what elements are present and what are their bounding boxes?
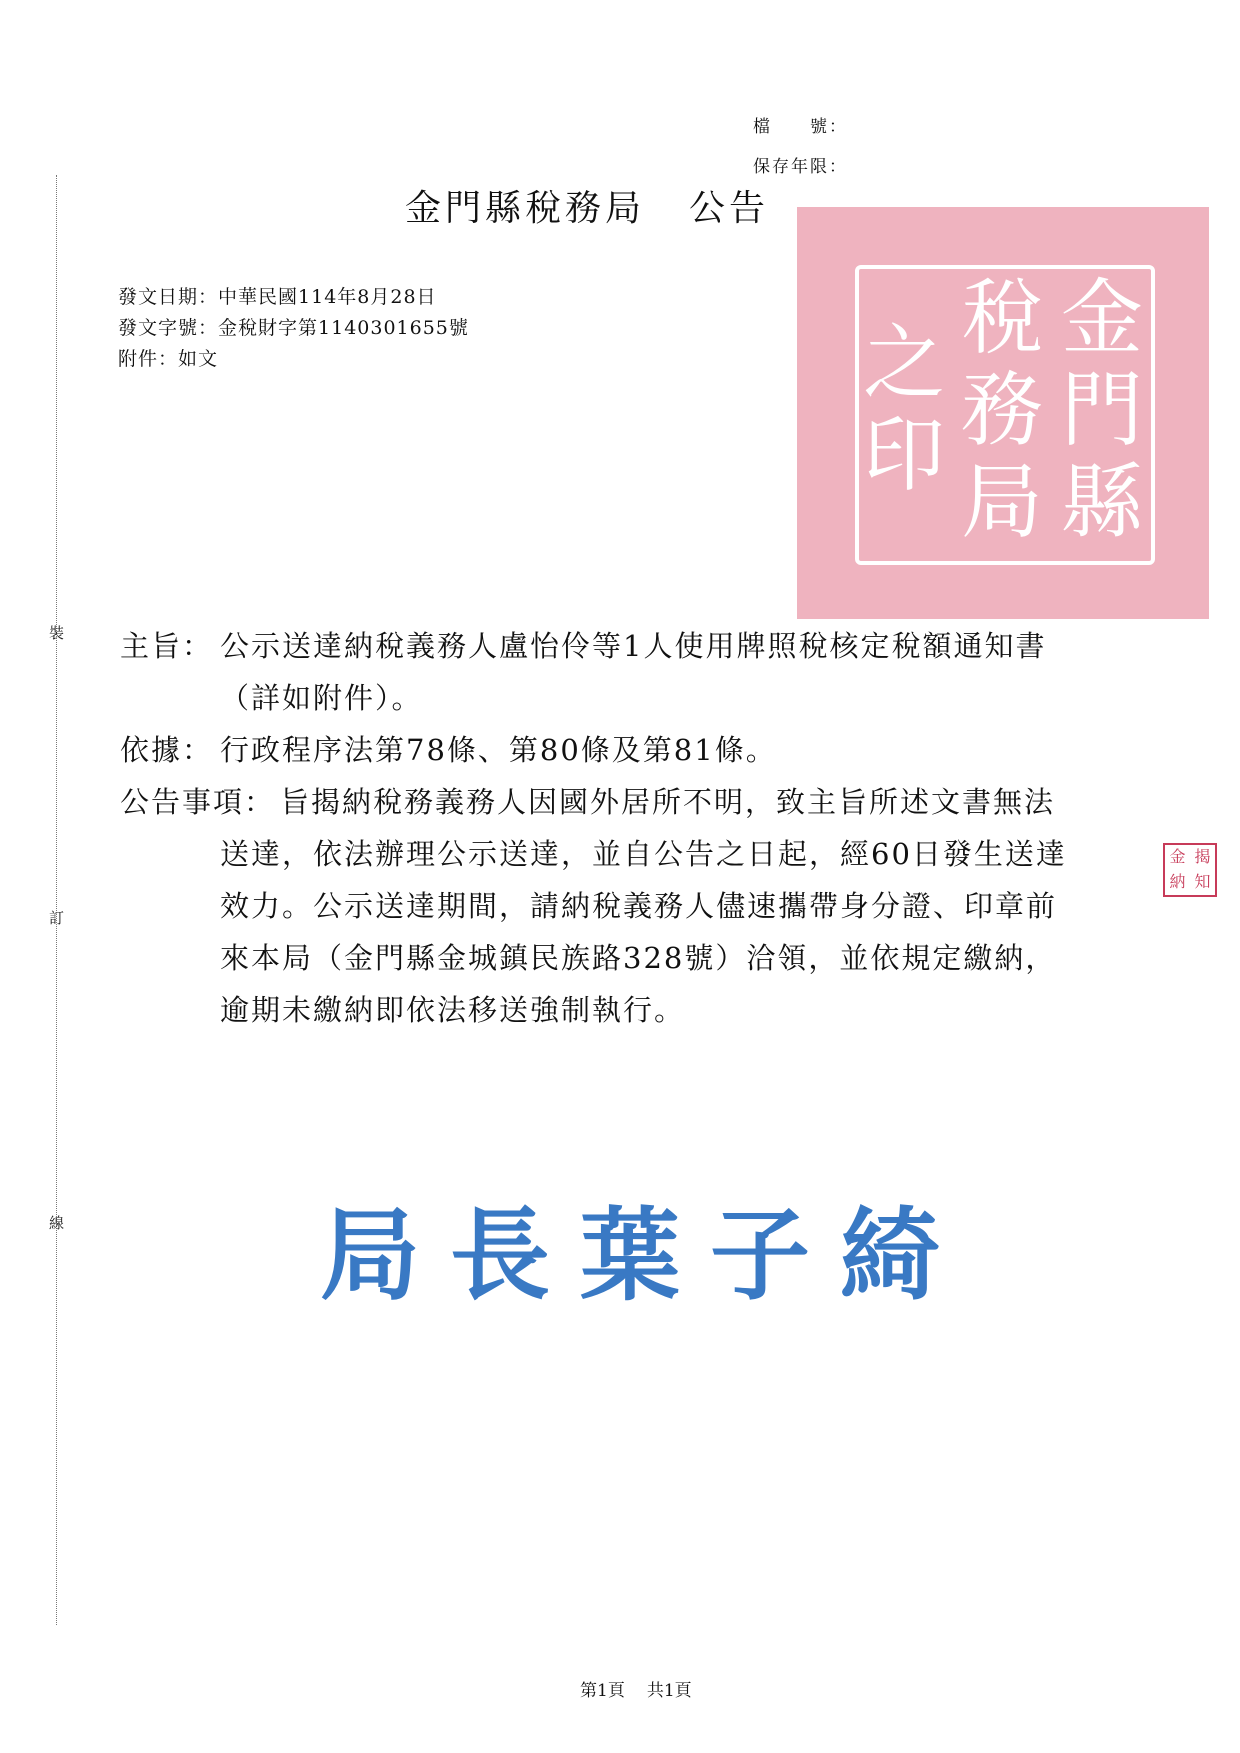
- file-number-label: 檔 號：: [753, 117, 848, 137]
- seal-char: 印: [862, 408, 945, 503]
- notice-items-text: 旨揭納稅務義務人因國外居所不明，致主旨所述文書無法送達，依法辦理公示送達，並自公告之日起，經60日發生送達效力。公示送達期間，請納稅義務人儘速攜帶身分證、印章前來本局（金門縣金城鎮民族路328號）洽領，並依規定繳納，逾期未繳納即依法移送強制執行。: [220, 785, 1067, 1027]
- seal-column-middle: [958, 273, 1046, 549]
- small-seal: [1163, 843, 1217, 897]
- issue-date-label: 發文日期：: [118, 286, 219, 308]
- binding-margin-line: [56, 175, 57, 1625]
- seal-column-right: [1058, 273, 1146, 549]
- small-seal-char: 知: [1194, 872, 1211, 891]
- binding-mark-zhuang: 裝: [49, 624, 65, 642]
- seal-char: 之: [862, 316, 945, 411]
- seal-char: 金: [1060, 271, 1143, 366]
- notice-items-label: 公告事項：: [120, 785, 276, 819]
- document-number-value: 金稅財字第1140301655號: [218, 317, 469, 339]
- seal-char: 縣: [1060, 455, 1143, 550]
- document-title: [405, 180, 769, 231]
- page-footer: [580, 1676, 692, 1701]
- issue-date-row: [118, 282, 437, 309]
- attachment-value: 如文: [178, 348, 219, 370]
- notice-items-paragraph: [120, 776, 1080, 1036]
- attachment-label: 附件：: [118, 348, 179, 370]
- small-seal-char: 納: [1169, 872, 1186, 891]
- basis-paragraph: [120, 724, 1080, 776]
- seal-char: 局: [960, 455, 1043, 550]
- attachment-row: [118, 344, 218, 371]
- seal-char: 稅: [960, 271, 1043, 366]
- retention-period-label: 保存年限：: [753, 157, 848, 177]
- seal-column-left: [860, 318, 948, 502]
- page-number: 第1頁: [580, 1681, 625, 1701]
- small-seal-char: 揭: [1194, 847, 1211, 866]
- notice-body: [120, 620, 1080, 1036]
- seal-char: 務: [960, 363, 1043, 458]
- issue-date-value: 中華民國114年8月28日: [218, 286, 437, 308]
- agency-name: 金門縣稅務局: [405, 188, 646, 229]
- binding-mark-ding: 訂: [49, 909, 65, 927]
- small-seal-char: 金: [1169, 847, 1186, 866]
- basis-label: 依據：: [120, 733, 214, 767]
- basis-text: 行政程序法第78條、第80條及第81條。: [220, 733, 777, 767]
- subject-text: 公示送達納稅義務人盧怡伶等1人使用牌照稅核定稅額通知書（詳如附件）。: [220, 629, 1047, 715]
- binding-mark-xian: 線: [49, 1214, 65, 1232]
- document-number-label: 發文字號：: [118, 317, 219, 339]
- page-total: 共1頁: [646, 1681, 692, 1701]
- subject-paragraph: [120, 620, 1080, 724]
- document-number-row: [118, 313, 469, 340]
- seal-char: 門: [1060, 363, 1143, 458]
- director-signature: 局長葉子綺: [320, 1196, 970, 1314]
- document-type: 公告: [689, 188, 770, 229]
- subject-label: 主旨：: [120, 629, 214, 663]
